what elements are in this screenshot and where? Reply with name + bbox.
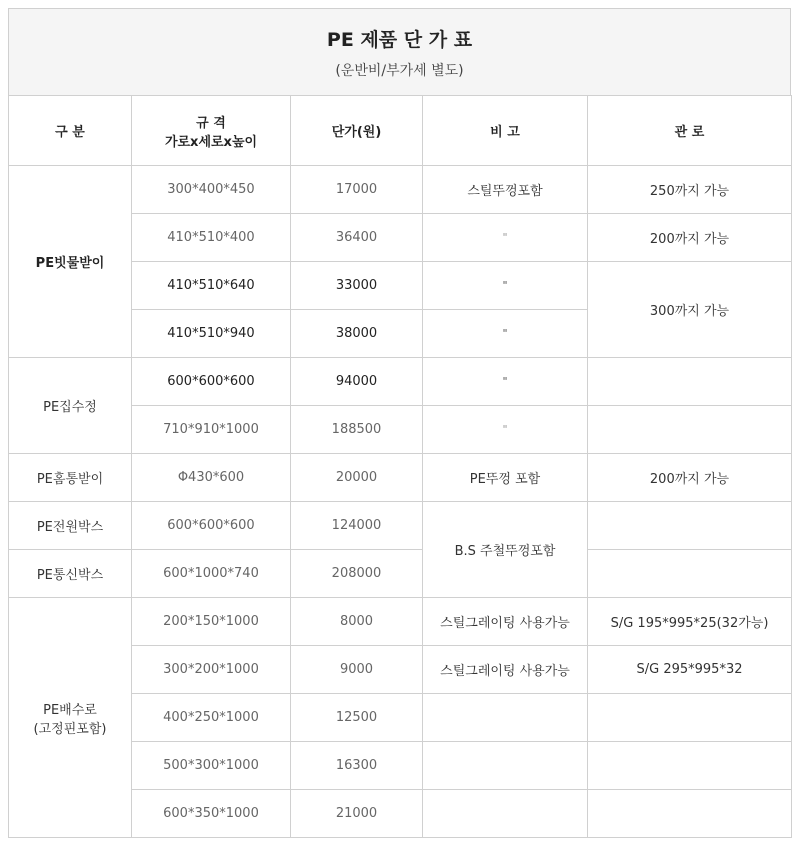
spec-cell: 500*300*1000	[132, 742, 291, 790]
spec-cell: 600*600*600	[132, 502, 291, 550]
price-cell: 9000	[291, 646, 423, 694]
spec-cell: 600*350*1000	[132, 790, 291, 838]
spec-cell: 410*510*640	[132, 262, 291, 310]
category-cell: PE빗물받이	[9, 166, 132, 358]
pipe-cell	[588, 406, 792, 454]
price-cell: 21000	[291, 790, 423, 838]
price-cell: 17000	[291, 166, 423, 214]
spec-cell: 600*600*600	[132, 358, 291, 406]
note-cell	[423, 742, 588, 790]
price-cell: 208000	[291, 550, 423, 598]
page-subtitle: (운반비/부가세 별도)	[335, 62, 464, 79]
pipe-cell	[588, 790, 792, 838]
table-row	[9, 166, 792, 214]
price-table-container	[8, 8, 791, 838]
pipe-cell: 300까지 가능	[588, 262, 792, 358]
spec-cell: 400*250*1000	[132, 694, 291, 742]
price-cell: 38000	[291, 310, 423, 358]
pipe-cell: 250까지 가능	[588, 166, 792, 214]
note-cell: 스틸뚜껑포함	[423, 166, 588, 214]
pipe-cell: 200까지 가능	[588, 214, 792, 262]
header-spec-line2: 가로x세로x높이	[164, 134, 258, 150]
header-category: 구 분	[9, 96, 132, 166]
pipe-cell	[588, 694, 792, 742]
table-row	[9, 550, 792, 598]
price-cell: 188500	[291, 406, 423, 454]
spec-cell: 410*510*400	[132, 214, 291, 262]
note-cell: "	[423, 358, 588, 406]
price-cell: 94000	[291, 358, 423, 406]
title-box	[8, 8, 791, 95]
header-spec-line1: 규 격	[196, 115, 226, 131]
category-line2: (고정핀포함)	[33, 721, 107, 737]
note-cell	[423, 694, 588, 742]
note-cell: PE뚜껑 포함	[423, 454, 588, 502]
header-note: 비 고	[423, 96, 588, 166]
price-cell: 8000	[291, 598, 423, 646]
note-cell: "	[423, 406, 588, 454]
category-cell: PE홈통받이	[9, 454, 132, 502]
category-line1: PE배수로	[43, 702, 97, 718]
page-title: PE 제품 단 가 표	[326, 28, 473, 51]
note-cell: "	[423, 262, 588, 310]
pipe-cell	[588, 742, 792, 790]
category-cell: PE통신박스	[9, 550, 132, 598]
table-row	[9, 358, 792, 406]
note-cell: 스틸그레이팅 사용가능	[423, 598, 588, 646]
category-cell	[9, 598, 132, 838]
header-spec	[132, 96, 291, 166]
note-cell: B.S 주철뚜껑포함	[423, 502, 588, 598]
pipe-cell: S/G 295*995*32	[588, 646, 792, 694]
pipe-cell	[588, 358, 792, 406]
table-row	[9, 454, 792, 502]
note-cell: 스틸그레이팅 사용가능	[423, 646, 588, 694]
header-pipe: 관 로	[588, 96, 792, 166]
price-cell: 36400	[291, 214, 423, 262]
spec-cell: 300*200*1000	[132, 646, 291, 694]
spec-cell: Φ430*600	[132, 454, 291, 502]
price-cell: 12500	[291, 694, 423, 742]
pipe-cell: 200까지 가능	[588, 454, 792, 502]
pipe-cell	[588, 550, 792, 598]
note-cell: "	[423, 310, 588, 358]
spec-cell: 600*1000*740	[132, 550, 291, 598]
spec-cell: 300*400*450	[132, 166, 291, 214]
header-row	[9, 96, 792, 166]
note-cell: "	[423, 214, 588, 262]
pipe-cell: S/G 195*995*25(32가능)	[588, 598, 792, 646]
price-cell: 16300	[291, 742, 423, 790]
category-cell: PE집수정	[9, 358, 132, 454]
table-row	[9, 598, 792, 646]
price-table	[8, 95, 792, 838]
price-cell: 124000	[291, 502, 423, 550]
category-cell: PE전원박스	[9, 502, 132, 550]
note-cell	[423, 790, 588, 838]
table-row	[9, 502, 792, 550]
price-cell: 33000	[291, 262, 423, 310]
header-price: 단가(원)	[291, 96, 423, 166]
spec-cell: 710*910*1000	[132, 406, 291, 454]
spec-cell: 200*150*1000	[132, 598, 291, 646]
price-cell: 20000	[291, 454, 423, 502]
spec-cell: 410*510*940	[132, 310, 291, 358]
pipe-cell	[588, 502, 792, 550]
